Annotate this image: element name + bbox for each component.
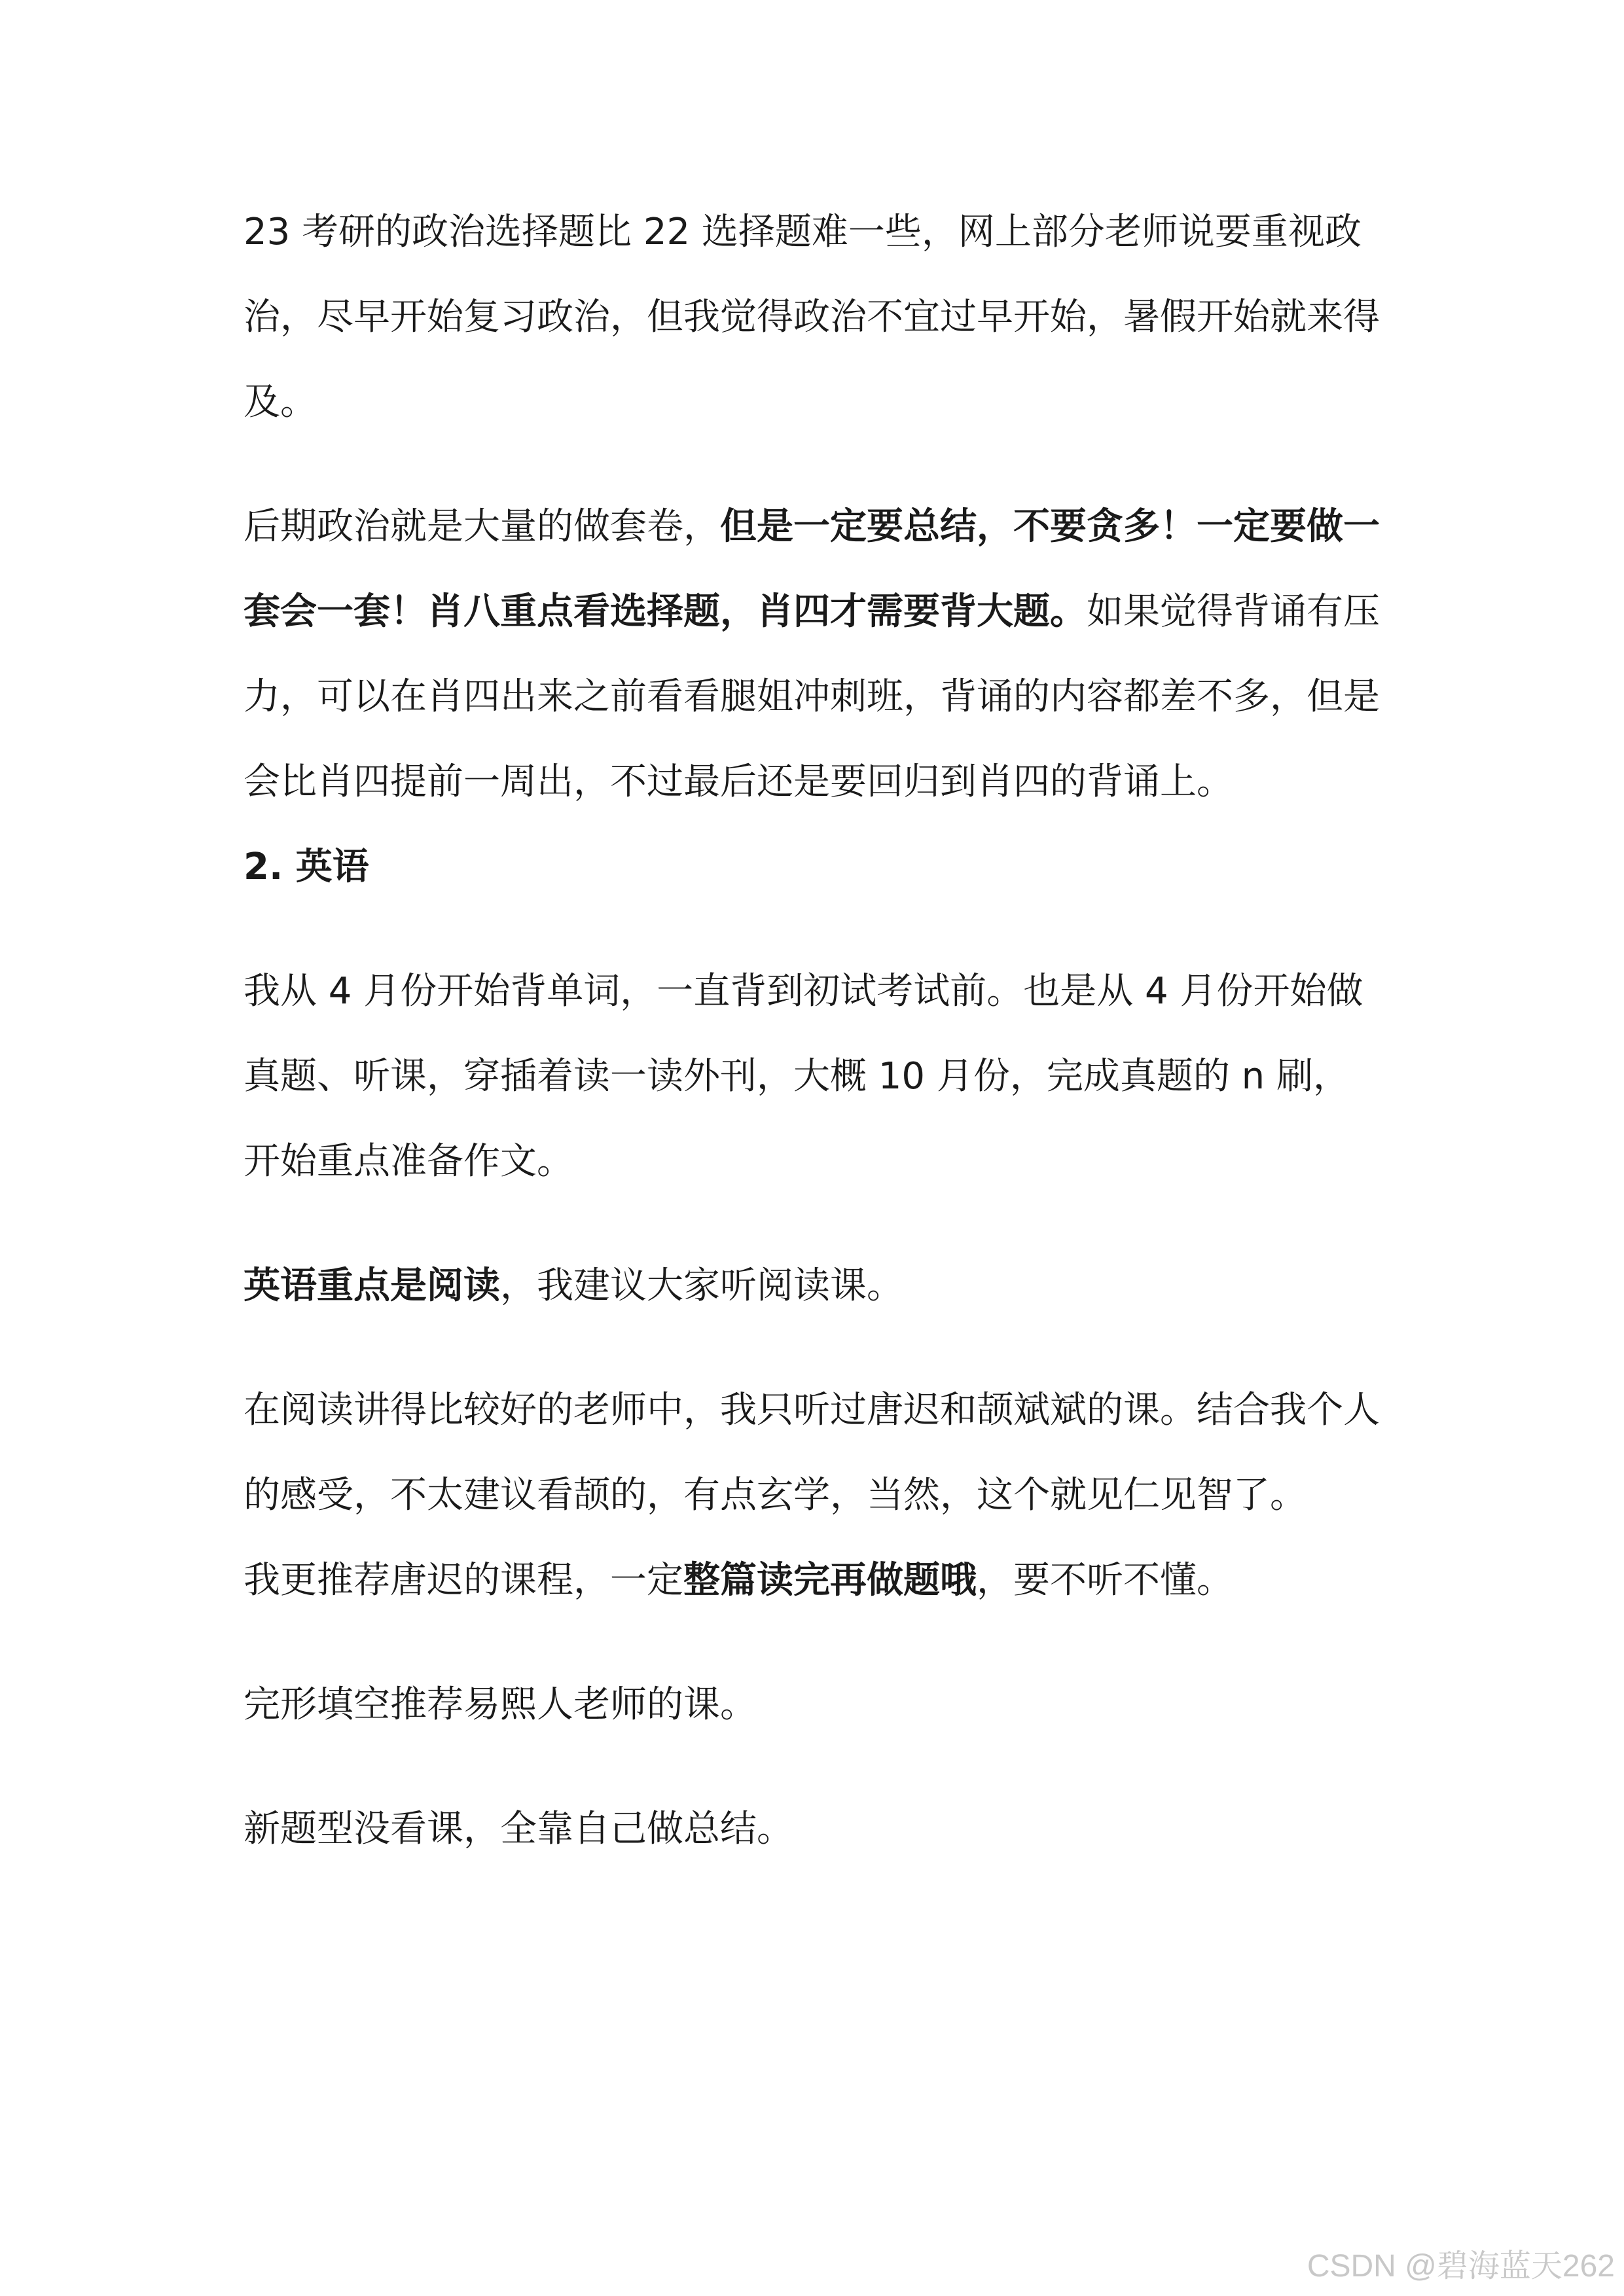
- emphasis-text: 整篇读完再做题哦: [683, 1559, 977, 1602]
- paragraph-text: 完形填空推荐易熙人老师的课。: [244, 1683, 757, 1726]
- paragraph-text: 后期政治就是大量的做套卷，: [244, 505, 720, 548]
- paragraph-english-reading: [244, 1244, 1382, 1329]
- paragraph-text: 我更推荐唐迟的课程，一定: [244, 1559, 683, 1602]
- paragraph-cloze: [244, 1662, 1382, 1748]
- document-body: [244, 190, 1382, 1872]
- paragraph-text: 新题型没看课，全靠自己做总结。: [244, 1808, 793, 1850]
- paragraph-new-question-type: [244, 1787, 1382, 1872]
- paragraph-text: ，我建议大家听阅读课。: [500, 1265, 903, 1307]
- paragraph-text: 在阅读讲得比较好的老师中，我只听过唐迟和颉斌斌的课。结合我个人的感受，不太建议看颉的，有点玄学，当然，这个就见仁见智了。: [244, 1389, 1380, 1516]
- paragraph-reading-teachers: [244, 1368, 1382, 1623]
- emphasis-text: 但是一定要总结，不要贪多！一定要做一套会一套！肖八重点看选择题，肖四才需要背大题。: [244, 505, 1380, 633]
- section-heading-english: 2. 英语: [244, 846, 369, 888]
- paragraph-text: 我从 4 月份开始背单词，一直背到初试考试前。也是从 4 月份开始做真题、听课，穿插着读一读外刊，大概 10 月份，完成真题的 n 刷，开始重点准备作文。: [244, 970, 1363, 1183]
- paragraph-text: 如果觉得背诵有压力，可以在肖四出来之前看看腿姐冲刺班，背诵的内容都差不多，但是会比肖四提前一周出，不过最后还是要回归到肖四的背诵上。: [244, 590, 1380, 803]
- paragraph-text: ，要不听不懂。: [977, 1559, 1233, 1602]
- emphasis-text: 英语重点是阅读: [244, 1265, 500, 1307]
- csdn-watermark: CSDN @碧海蓝天262: [1307, 2249, 1615, 2284]
- paragraph-text: 23 考研的政治选择题比 22 选择题难一些，网上部分老师说要重视政治，尽早开始复习政治，但我觉得政治不宜过早开始，暑假开始就来得及。: [244, 211, 1380, 423]
- paragraph-english-plan: [244, 949, 1382, 1204]
- paragraph-politics-difficulty: [244, 190, 1382, 445]
- paragraph-politics-practice: [244, 484, 1382, 825]
